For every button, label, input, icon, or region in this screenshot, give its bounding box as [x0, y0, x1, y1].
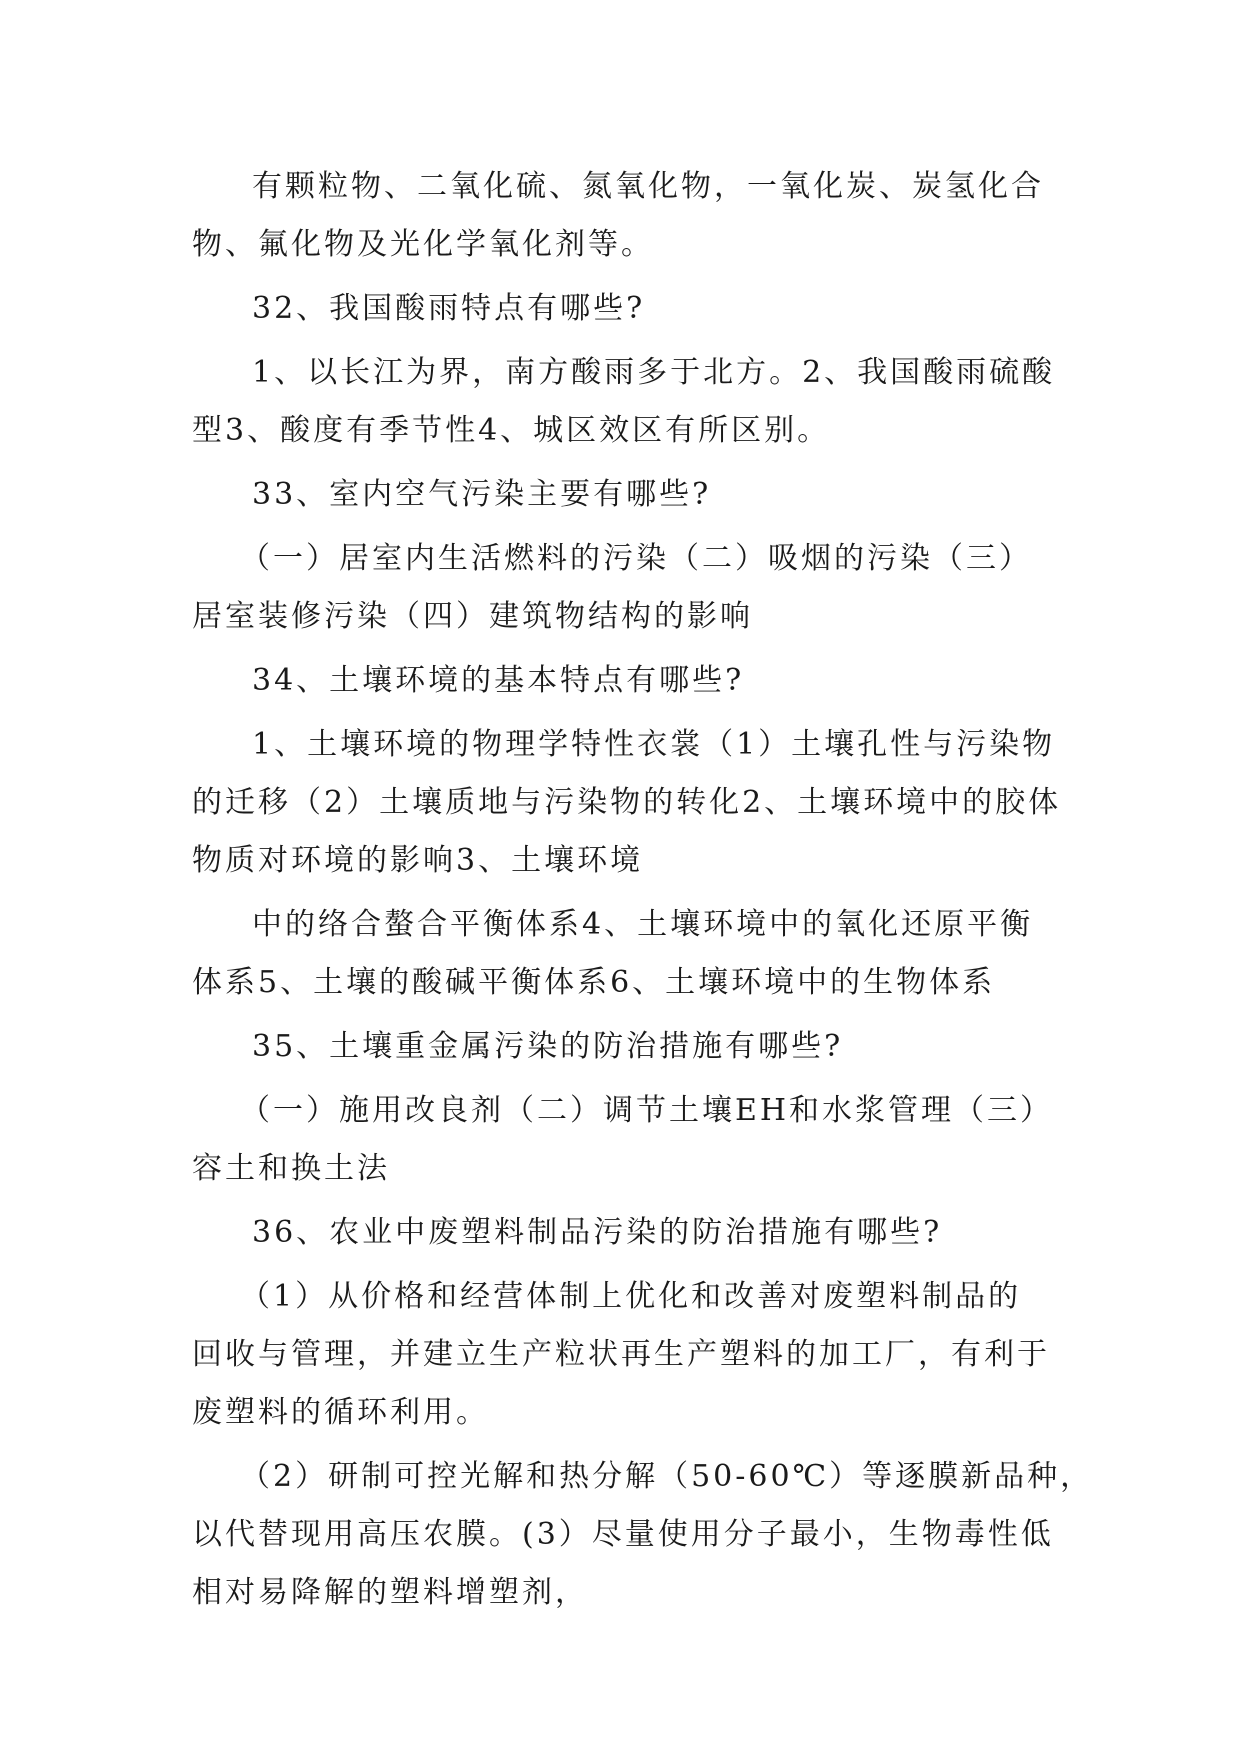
paragraph-line: 废塑料的循环利用。: [192, 1395, 489, 1430]
paragraph-line: 回收与管理，并建立生产粒状再生产塑料的加工厂，有利于: [192, 1337, 1050, 1372]
paragraph-line: 中的络合螯合平衡体系4、土壤环境中的氧化还原平衡: [252, 907, 1034, 942]
paragraph-line: 物质对环境的影响3、土壤环境: [192, 843, 644, 878]
paragraph-line: 物、氟化物及光化学氧化剂等。: [192, 227, 654, 262]
paragraph-line: 的迁移（2）土壤质地与污染物的转化2、土壤环境中的胶体: [192, 785, 1062, 820]
document-body: [192, 158, 1094, 1622]
question-heading: 36、农业中废塑料制品污染的防治措施有哪些?: [252, 1215, 943, 1250]
paragraph-line: （2）研制可控光解和热分解（50-60℃）等逐膜新品种，: [240, 1459, 1094, 1494]
paragraph-line: 体系5、土壤的酸碱平衡体系6、土壤环境中的生物体系: [192, 965, 996, 1000]
question-heading: 33、室内空气污染主要有哪些?: [252, 477, 712, 512]
paragraph-line: 容土和换土法: [192, 1151, 390, 1186]
question-heading: 34、土壤环境的基本特点有哪些?: [252, 663, 745, 698]
paragraph-line: 1、土壤环境的物理学特性衣裳（1）土壤孔性与污染物: [252, 727, 1056, 762]
paragraph-line: （一）居室内生活燃料的污染（二）吸烟的污染（三）: [240, 541, 1032, 576]
paragraph-line: （1）从价格和经营体制上优化和改善对废塑料制品的: [240, 1279, 1022, 1314]
question-heading: 32、我国酸雨特点有哪些?: [252, 291, 646, 326]
paragraph-line: 相对易降解的塑料增塑剂，: [192, 1575, 588, 1610]
paragraph-line: 型3、酸度有季节性4、城区效区有所区别。: [192, 413, 831, 448]
paragraph-line: 以代替现用高压农膜。(3）尽量使用分子最小，生物毒性低: [192, 1517, 1054, 1552]
paragraph-line: 居室装修污染（四）建筑物结构的影响: [192, 599, 753, 634]
question-heading: 35、土壤重金属污染的防治措施有哪些?: [252, 1029, 844, 1064]
paragraph-line: 有颗粒物、二氧化硫、氮氧化物，一氧化炭、炭氢化合: [252, 169, 1044, 204]
paragraph-line: （一）施用改良剂（二）调节土壤EH和水浆管理（三）: [240, 1093, 1054, 1128]
paragraph-line: 1、以长江为界，南方酸雨多于北方。2、我国酸雨硫酸: [252, 355, 1056, 390]
